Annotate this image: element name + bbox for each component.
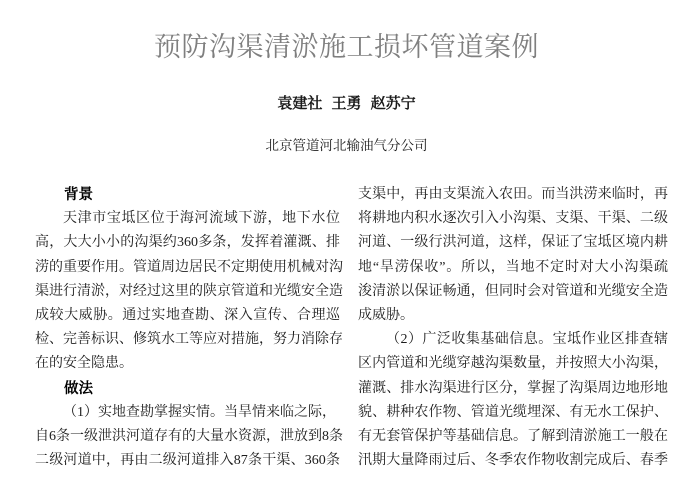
text-line: 在的安全隐患。: [35, 356, 133, 372]
section-heading-background: 背景: [64, 187, 93, 203]
text-line: 区内管道和光缆穿越沟渠数量，并按照大小沟渠，: [358, 356, 668, 372]
authors-line: 袁建社 王勇 赵苏宁: [277, 95, 416, 112]
affiliation-line: 北京管道河北输油气分公司: [265, 138, 428, 153]
right-column: [358, 183, 668, 473]
text-line: 渠进行清淤，对经过这里的陕京管道和光缆安全造: [35, 283, 343, 299]
text-line: 二级河道中，再由二级河道排入87条干渠、360条: [35, 453, 340, 469]
text-line: 河道、一级行洪河道，这样，保证了宝坻区境内耕: [358, 235, 668, 251]
text-line: （1）实地查勘掌握实情。当旱情来临之际，: [63, 404, 336, 420]
text-line: 地“旱涝保收”。所以，当地不定时对大小沟渠疏: [358, 259, 668, 275]
text-line: 成威胁。: [358, 308, 414, 324]
text-line: 貌、耕种农作物、管道光缆埋深、有无水工保护、: [358, 404, 668, 420]
body-columns: [35, 183, 668, 473]
text-line: 浚清淤以保证畅通，但同时会对管道和光缆安全造: [358, 283, 668, 299]
text-line: 涝的重要作用。管道周边居民不定期使用机械对沟: [35, 259, 343, 275]
page-title: 预防沟渠清淤施工损坏管道案例: [154, 32, 539, 62]
section-heading-method: 做法: [64, 380, 93, 397]
text-line: 高，大大小小的沟渠约360多条，发挥着灌溉、排: [35, 235, 340, 251]
text-line: 自6条一级泄洪河道存有的大量水资源，泄放到8条: [35, 429, 343, 445]
text-line: 检、完善标识、修筑水工等应对措施，努力消除存: [35, 332, 343, 348]
text-line: 成较大威胁。通过实地查勘、深入宣传、合理巡: [35, 308, 340, 324]
text-line: 有无套管保护等基础信息。了解到清淤施工一般在: [358, 429, 668, 445]
text-line: 灌溉、排水沟渠进行区分，掌握了沟渠周边地形地: [358, 380, 668, 396]
text-line: 天津市宝坻区位于海河流域下游，地下水位: [63, 211, 340, 227]
text-line: （2）广泛收集基础信息。宝坻作业区排查辖: [386, 332, 668, 348]
text-line: 汛期大量降雨过后、冬季农作物收割完成后、春季: [358, 453, 668, 469]
text-line: 支渠中，再由支渠流入农田。而当洪涝来临时，再: [358, 187, 668, 202]
text-line: 将耕地内积水逐次引入小沟渠、支渠、干渠、二级: [358, 211, 668, 227]
left-column: [35, 183, 343, 473]
